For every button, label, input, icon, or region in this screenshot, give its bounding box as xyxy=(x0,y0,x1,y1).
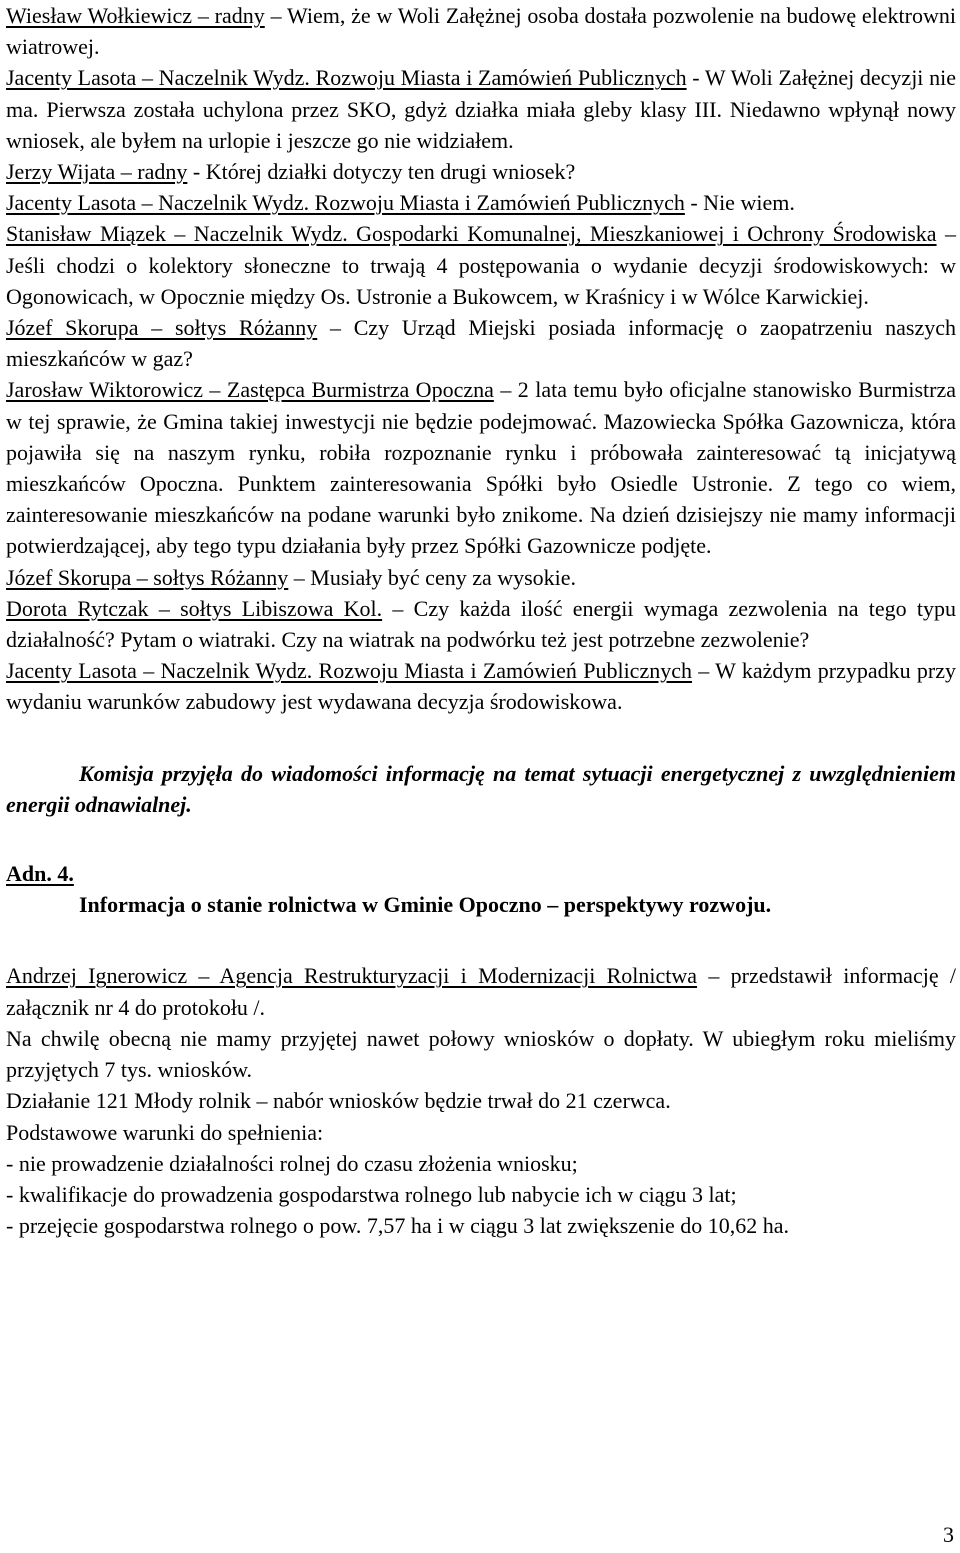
speaker-name: Jacenty Lasota – Naczelnik Wydz. Rozwoju Miasta i Zamówień Publicznych xyxy=(6,190,685,216)
statement-lasota-3 xyxy=(6,655,956,717)
statement-miazek xyxy=(6,218,956,312)
statement-text: - Nie wiem. xyxy=(684,190,795,216)
agenda-item-heading xyxy=(6,858,956,889)
statement-text: – Czy Urząd Miejski posiada informację o zaopatrzeniu naszych mieszkańców w gaz? xyxy=(6,315,957,372)
list-item: - nie prowadzenie działalności rolnej do czasu złożenia wniosku; xyxy=(6,1150,578,1176)
agenda-item-number: Adn. 4. xyxy=(6,861,74,887)
statement-text: – 2 lata temu było oficjalne stanowisko Burmistrza w tej sprawie, że Gmina takiej inwestycji nie będzie podejmować. Mazowiecka Spółka Gazownicza, która pojawiła się na naszym rynku, robiła rozpoznanie rynku i próbowała zainteresować tą inicjatywą mieszkańców Opoczna. Punktem zainteresowania Spółki było Osiedle Ustronie. Z tego co wiem, zainteresowanie mieszkańców na podane warunki było znikome. Na dzień dzisiejszy nie mamy informacji potwierdzającej, aby tego typu działania były przez Spółki Gazownicze podjęte. xyxy=(6,377,956,559)
statement-wijata xyxy=(6,156,956,187)
agenda-item-title: Informacja o stanie rolnictwa w Gminie Opoczno – perspektywy rozwoju. xyxy=(79,892,772,918)
speaker-name: Dorota Rytczak – sołtys Libiszowa Kol. xyxy=(6,595,383,621)
statement-rytczak xyxy=(6,593,956,655)
spacer xyxy=(6,820,956,858)
statement-text: – Musiały być ceny za wysokie. xyxy=(288,564,577,590)
paragraph-conditions-heading: Podstawowe warunki do spełnienia: xyxy=(6,1119,324,1145)
speaker-name: Jarosław Wiktorowicz – Zastępca Burmistrza Opoczna xyxy=(6,377,494,403)
statement-text: - Której działki dotyczy ten drugi wniosek? xyxy=(187,159,576,185)
statement-lasota-2 xyxy=(6,187,956,218)
speaker-name: Andrzej Ignerowicz – Agencja Restrukturyzacji i Modernizacji Rolnictwa xyxy=(6,963,698,989)
statement-text: - W Woli Załężnej decyzji nie ma. Pierwsza została uchylona przez SKO, gdyż działka miała gleby klasy III. Niedawno wpłynął nowy wniosek, ale byłem na urlopie i jeszcze go nie widziałem. xyxy=(6,65,956,153)
commission-conclusion: Komisja przyjęła do wiadomości informację na temat sytuacji energetycznej z uwzględnieniem energii odnawialnej. xyxy=(6,760,956,817)
page-number: 3 xyxy=(943,1522,954,1547)
statement-ignerowicz xyxy=(6,960,956,1022)
statement-text: – Wiem, że w Woli Załężnej osoba dostała pozwolenie na budowę elektrowni wiatrowej. xyxy=(6,3,956,60)
statement-wolkiewicz xyxy=(6,0,956,62)
speaker-name: Jacenty Lasota – Naczelnik Wydz. Rozwoju Miasta i Zamówień Publicznych xyxy=(6,658,692,684)
speaker-name: Józef Skorupa – sołtys Różanny xyxy=(6,315,318,341)
document-page xyxy=(6,0,956,1241)
speaker-name: Jerzy Wijata – radny xyxy=(6,159,188,185)
statement-wiktorowicz xyxy=(6,374,956,561)
statement-skorupa-1 xyxy=(6,312,956,374)
statement-text: – Czy każda ilość energii wymaga zezwolenia na tego typu działalność? Pytam o wiatraki. Czy na wiatrak na podwórku też jest potrzebne zezwolenie? xyxy=(6,595,956,653)
statement-text: – przedstawił informację / załącznik nr 4 do protokołu /. xyxy=(6,963,956,1020)
speaker-name: Wiesław Wołkiewicz – radny xyxy=(6,3,265,28)
speaker-name: Jacenty Lasota – Naczelnik Wydz. Rozwoju Miasta i Zamówień Publicznych xyxy=(6,65,687,91)
list-item: - przejęcie gospodarstwa rolnego o pow. 7,57 ha i w ciągu 3 lat zwiększenie do 10,62 ha. xyxy=(6,1213,789,1239)
statement-text: – Jeśli chodzi o kolektory słoneczne to trwają 4 postępowania o wydanie decyzji środowiskowych: w Ogonowicach, w Opocznie między Os. Ustronie a Bukowcem, w Kraśnicy i w Wólce Karwickiej. xyxy=(6,221,957,309)
statement-text: – W każdym przypadku przy wydaniu warunków zabudowy jest wydawana decyzja środowiskowa. xyxy=(6,658,956,715)
spacer xyxy=(6,718,956,758)
paragraph-applications: Na chwilę obecną nie mamy przyjętej nawet połowy wniosków o dopłaty. W ubiegłym roku mieliśmy przyjętych 7 tys. wniosków. xyxy=(6,1025,956,1083)
paragraph-measure-121: Działanie 121 Młody rolnik – nabór wniosków będzie trwał do 21 czerwca. xyxy=(6,1088,671,1114)
list-item: - kwalifikacje do prowadzenia gospodarstwa rolnego lub nabycie ich w ciągu 3 lat; xyxy=(6,1181,737,1207)
statement-skorupa-2 xyxy=(6,562,956,593)
speaker-name: Stanisław Miązek – Naczelnik Wydz. Gospodarki Komunalnej, Mieszkaniowej i Ochrony Środowiska xyxy=(6,221,937,247)
speaker-name: Józef Skorupa – sołtys Różanny xyxy=(6,564,289,590)
spacer xyxy=(6,920,956,960)
statement-lasota-1 xyxy=(6,62,956,156)
